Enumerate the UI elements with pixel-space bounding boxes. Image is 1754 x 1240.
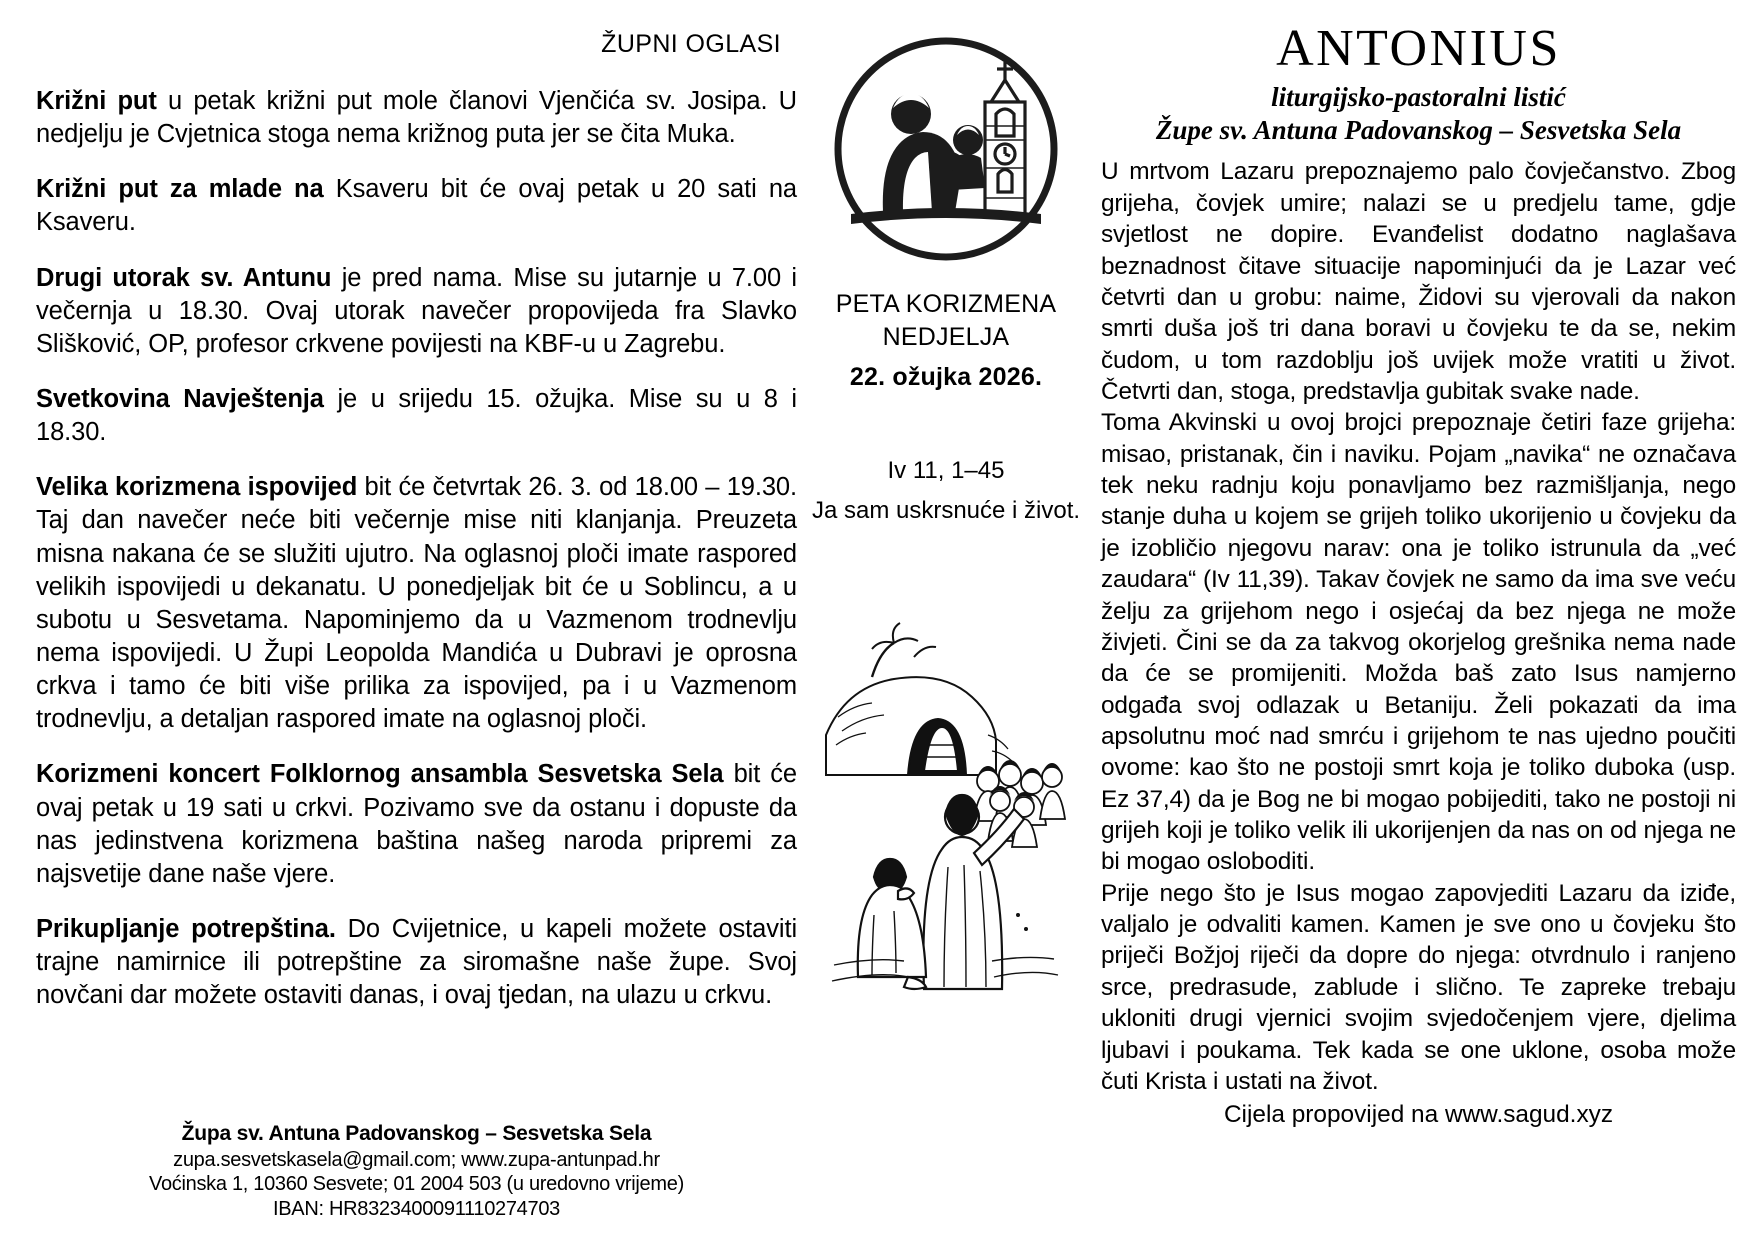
announcement-item [36, 85, 797, 151]
footer-iban: IBAN: HR8323400091110274703 [273, 1198, 560, 1221]
center-column [811, 22, 1081, 1230]
sunday-heading-line2: NEDJELJA [882, 322, 1010, 351]
announcement-body: bit će ovaj petak u 19 sati u crkvi. Pozivamo sve da ostanu i dopuste da nas jedinstvena korizmena baština našeg naroda pripremi za najsvetije dane naše vjere. [36, 760, 797, 888]
sunday-heading [836, 288, 1056, 353]
announcement-body: je u srijedu 15. ožujka. Mise su u 8 i 18.30. [36, 384, 797, 447]
parish-footer [36, 1121, 797, 1222]
announcement-item [36, 471, 797, 736]
homily-column [1081, 22, 1736, 1230]
homily-paragraph: U mrtvom Lazaru prepoznajemo palo čovječanstvo. Zbog grijeha, čovjek umire; nalazi se u predjelu tame, gdje svjetlost ne dopire. Evanđelist dodatno naglašava beznadnost čitave situacije napominjući da je Lazar već četvrti dan u grobu: naime, Židovi su vjerovali da nakon smrti duša još tri dana boravi u čovjeku te da se, nekim čudom, u tom razdoblju još uvijek može vratiti u život. Četvrti dan, stoga, predstavlja gubitak svake nade. [1101, 158, 1736, 405]
lazarus-illustration [812, 585, 1080, 1005]
announcement-lead: Prikupljanje potrepština. [36, 914, 336, 943]
announcement-lead: Velika korizmena ispovijed [36, 473, 358, 502]
announcements-title: ŽUPNI OGLASI [601, 30, 781, 58]
scripture-reference [812, 454, 1080, 527]
column-spacer [36, 1012, 797, 1120]
masthead [1101, 22, 1736, 146]
announcement-item [36, 913, 797, 1012]
footer-contact: zupa.sesvetskasela@gmail.com; www.zupa-antunpad.hr [173, 1148, 660, 1171]
announcement-item [36, 758, 797, 891]
masthead-subtitle-2: Župe sv. Antuna Padovanskog – Sesvetska Sela [1155, 114, 1682, 145]
announcement-item [36, 383, 797, 449]
masthead-subtitle-1: liturgijsko-pastoralni listić [1271, 81, 1566, 112]
announcement-lead: Križni put [36, 87, 157, 115]
parish-logo [833, 36, 1059, 262]
announcement-body: Do Cvijetnice, u kapeli možete ostaviti trajne namirnice ili potrepštine za siromašne naše župe. Svoj novčani dar možete ostaviti danas, i ovaj tjedan, na ulazu u crkvu. [36, 914, 798, 1010]
announcement-body: Ksaveru bit će ovaj petak u 20 sati na Ksaveru. [36, 175, 797, 237]
announcements-column [36, 22, 811, 1230]
masthead-title: ANTONIUS [1276, 20, 1561, 77]
announcement-lead: Svetkovina Navještenja [36, 384, 324, 413]
footer-parish-name: Župa sv. Antuna Padovanskog – Sesvetska Sela [181, 1121, 652, 1145]
announcement-body: bit će četvrtak 26. 3. od 18.00 – 19.30. Taj dan navečer neće biti večernje mise niti klanjanja. Preuzeta misna nakana će se služiti ujutro. Na oglasnoj ploči imate raspored velikih ispovijedi u dekanatu. U ponedjeljak bit će u Soblincu, a u subotu u Sesvetama. Napominjemo da u Vazmenom trodnevlju nema ispovijedi. U Župi Leopolda Mandića u Dubravi je oprosna crkva i tamo će biti više prilika za ispovijed, pa i u Vazmenom trodnevlju, a detaljan raspored imate na oglasnoj ploči. [36, 473, 797, 734]
announcement-lead: Drugi utorak sv. Antunu [36, 263, 332, 292]
announcement-body: u petak križni put mole članovi Vjenčića sv. Josipa. U nedjelju je Cvjetnica stoga nema križnog puta jer se čita Muka. [36, 87, 797, 149]
announcement-lead: Križni put za mlade na [36, 175, 324, 204]
scripture-citation: Iv 11, 1–45 [887, 457, 1005, 484]
announcement-item [36, 173, 797, 239]
announcement-body: je pred nama. Mise su jutarnje u 7.00 i večernja u 18.30. Ovaj utorak navečer propovijeda fra Slavko Slišković, OP, profesor crkvene povijesti na KBF-u u Zagrebu. [36, 263, 797, 358]
footer-address: Voćinska 1, 10360 Sesvete; 01 2004 503 (u uredovno vrijeme) [149, 1173, 684, 1196]
homily-paragraph: Prije nego što je Isus mogao zapovjediti Lazaru da iziđe, valjalo je odvaliti kamen. Kamen je sve ono u čovjeku što priječi Božjoj riječi da dopre do njega: otvrdnulo i ranjeno srce, predrasude, zablude i slično. Te zapreke trebaju ukloniti drugi vjernici svojim svjedočenjem vjere, djelima ljubavi i poukama. Tek kada se one uklone, osoba može čuti Krista i ustati na život. [1101, 879, 1736, 1095]
sunday-date: 22. ožujka 2026. [849, 363, 1043, 391]
sunday-heading-line1: PETA KORIZMENA [835, 290, 1057, 318]
scripture-quote: Ja sam uskrsnuće i život. [811, 496, 1081, 524]
homily-paragraph: Toma Akvinski u ovoj brojci prepoznaje četiri faze grijeha: misao, pristanak, čin i naviku. Pojam „navika“ ne označava tek neku radnju koju ponavljamo bez razmišljanja, nego stanje duha u kojem se grijeh toliko ukorijenio u čovjeku da je izobličio njegovu narav: ona je toliko istrunula da „već zaudara“ (Iv 11,39). Takav čovjek ne samo da ima sve veću želju za grijehom nego i osjećaj da bez njega ne može živjeti. Čini se da za takvog okorjelog grešnika nema nade da će se promijeniti. Možda baš zato Isus namjerno odgađa svoj odlazak u Betaniju. Želi pokazati da ima apsolutnu moć nad smrću i grijehom te nas ujedno poučiti ovome: kao što ne postoji smrt koja je toliko duboka (usp. Ez 37,4) da je Bog ne bi mogao pobijediti, tako ne postoji ni grijeh koji je toliko velik ili ukorijenjen da nas on od njega ne bi mogao osloboditi. [1101, 409, 1736, 876]
announcement-item [36, 262, 797, 361]
announcement-lead: Korizmeni koncert Folklornog ansambla Sesvetska Sela [36, 760, 724, 789]
homily-closing-note: Cijela propovijed na www.sagud.xyz [1223, 1101, 1614, 1129]
